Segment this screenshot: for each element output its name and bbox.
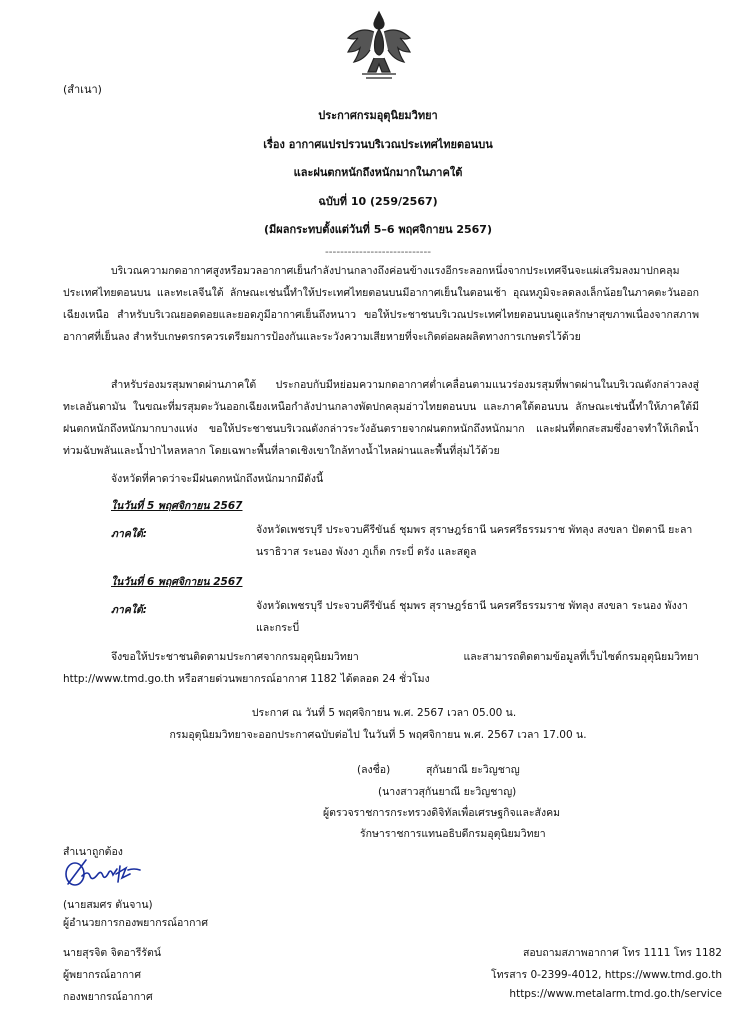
next-announce: กรมอุตุนิยมวิทยาจะออกประกาศฉบับต่อไป ในวันที่ 5 พฤศจิกายน พ.ศ. 2567 เวลา 17.00 น.: [169, 729, 587, 741]
body-paragraph-2: สำหรับร่องมรสุมพาดผ่านภาคใต้ ประกอบกับมีหย่อมความกดอากาศต่ำเคลื่อนตามแนวร่องมรสุมที่พาดผ่านในบริเวณดังกล่าวลงสู่ทะเลอันดามัน ในขณะที่มรสุมตะวันออกเฉียงเหนือกำลังปานกลางพัดปกคลุมอ่าวไทยตอนบน และภาคใต้ตอนบน ลักษณะเช่นนี้ทำให้ภาคใต้มีฝนตกหนักถึงหนักมากบางแห่ง ขอให้ประชาชนบริเวณดังกล่าวระวังอันตรายจากฝนตกหนักถึงหนักมาก และฝนที่ตกสะสมซึ่งอาจทำให้เกิดน้ำท่วมฉับพลันและน้ำป่าไหลหลาก โดยเฉพาะพื้นที่ลาดเชิงเขาใกล้ทางน้ำไหลผ่านและพื้นที่ลุ่มไว้ด้วย: [63, 379, 699, 457]
title-separator: ----------------------------: [324, 246, 432, 258]
closing-paragraph: จึงขอให้ประชาชนติดตามประกาศจากกรมอุตุนิยมวิทยา และสามารถติดตามข้อมูลที่เว็บไซต์กรมอุตุนิยมวิทยา http://www.tmd.go.th หรือสายด่วนพยากรณ์อากาศ 1182 ได้ตลอด 24 ชั่วโมง: [63, 651, 699, 685]
footer-left-line: ผู้พยากรณ์อากาศ: [63, 969, 141, 981]
region-label: ภาคใต้:: [111, 604, 147, 616]
day-heading: ในวันที่ 6 พฤศจิกายน 2567: [111, 576, 243, 588]
signed-name: สุกันยาณี ยะวิญชาญ: [426, 764, 520, 776]
province-list: จังหวัดเพชรบุรี ประจวบคีรีขันธ์ ชุมพร สุราษฎร์ธานี นครศรีธรรมราช พัทลุง สงขลา ระนอง พังงา และกระบี่: [256, 600, 688, 634]
garuda-emblem-icon: [344, 2, 414, 82]
title-line: และฝนตกหนักถึงหนักมากในภาคใต้: [293, 166, 463, 179]
day-heading: ในวันที่ 5 พฤศจิกายน 2567: [111, 500, 243, 512]
title-line: ฉบับที่ 10 (259/2567): [318, 195, 438, 208]
province-list: จังหวัดเพชรบุรี ประจวบคีรีขันธ์ ชุมพร สุราษฎร์ธานี นครศรีธรรมราช พัทลุง สงขลา ปัตตานี ยะลา นราธิวาส ระนอง พังงา ภูเก็ต กระบี่ ตรัง และสตูล: [256, 524, 693, 558]
certifier-name: (นายสมศร ตันจาน): [63, 899, 153, 911]
footer-right-line: https://www.metalarm.tmd.go.th/service: [509, 988, 722, 1000]
signer-full-name: (นางสาวสุกันยาณี ยะวิญชาญ): [378, 786, 517, 798]
title-line: (มีผลกระทบตั้งแต่วันที่ 5–6 พฤศจิกายน 2567): [264, 223, 492, 236]
title-line: ประกาศกรมอุตุนิยมวิทยา: [318, 109, 438, 122]
footer-left-line: กองพยากรณ์อากาศ: [63, 991, 153, 1003]
certified-label: สำเนาถูกต้อง: [63, 846, 123, 858]
list-intro: จังหวัดที่คาดว่าจะมีฝนตกหนักถึงหนักมากมีดังนี้: [111, 473, 324, 485]
copy-label: (สำเนา): [63, 83, 102, 96]
body-paragraph-1: บริเวณความกดอากาศสูงหรือมวลอากาศเย็นกำลังปานกลางถึงค่อนข้างแรงอีกระลอกหนึ่งจากประเทศจีนจะแผ่เสริมลงมาปกคลุมประเทศไทยตอนบน และทะเลจีนใต้ ลักษณะเช่นนี้ทำให้ประเทศไทยตอนบนมีอากาศเย็นในตอนเช้า อุณหภูมิจะลดลงเล็กน้อยในภาคตะวันออกเฉียงเหนือ สำหรับบริเวณยอดดอยและยอดภูมีอากาศเย็นถึงหนาว ขอให้ประชาชนบริเวณประเทศไทยตอนบนดูแลรักษาสุขภาพเนื่องจากสภาพอากาศที่เย็นลง สำหรับเกษตรกรควรเตรียมการป้องกันและระวังความเสียหายที่จะเกิดต่อผลผลิตทางการเกษตรไว้ด้วย: [63, 265, 699, 343]
region-label: ภาคใต้:: [111, 528, 147, 540]
handwritten-signature: [62, 850, 148, 892]
footer-right-line: สอบถามสภาพอากาศ โทร 1111 โทร 1182: [522, 947, 722, 959]
announce-date: ประกาศ ณ วันที่ 5 พฤศจิกายน พ.ศ. 2567 เวลา 05.00 น.: [251, 707, 517, 719]
signer-acting-position: รักษาราชการแทนอธิบดีกรมอุตุนิยมวิทยา: [360, 828, 546, 840]
signer-position: ผู้ตรวจราชการกระทรวงดิจิทัลเพื่อเศรษฐกิจและสังคม: [323, 807, 561, 819]
signed-label: (ลงชื่อ): [357, 764, 391, 776]
certifier-position: ผู้อำนวยการกองพยากรณ์อากาศ: [63, 917, 209, 929]
footer-right-line: โทรสาร 0-2399-4012, https://www.tmd.go.th: [491, 969, 722, 981]
footer-left-line: นายสุรจิต จิตอารีรัตน์: [63, 947, 162, 959]
title-line: เรื่อง อากาศแปรปรวนบริเวณประเทศไทยตอนบน: [263, 138, 493, 151]
